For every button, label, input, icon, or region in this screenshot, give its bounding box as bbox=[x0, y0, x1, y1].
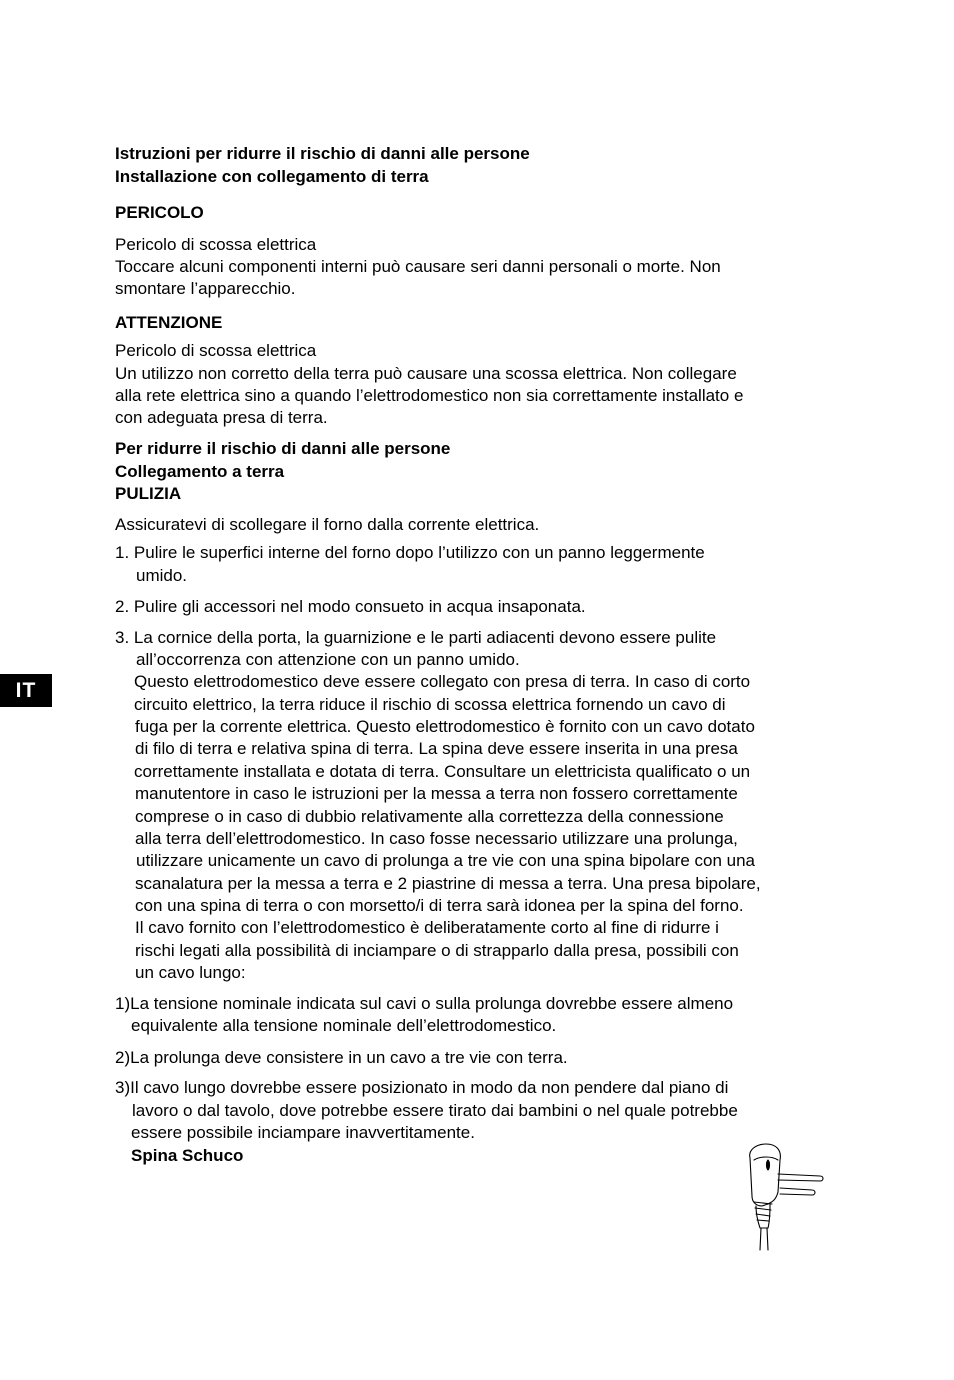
extension-item-2: 2)La prolunga deve consistere in un cavo a tre vie con terra. bbox=[115, 1048, 568, 1067]
attenzione-heading: ATTENZIONE bbox=[115, 313, 223, 332]
grounding-line: alla terra dell’elettrodomestico. In caso fosse necessario utilizzare una prolunga, bbox=[135, 829, 738, 848]
grounding-line: scanalatura per la messa a terra e 2 piastrine di messa a terra. Una presa bipolare, bbox=[135, 874, 761, 893]
grounding-line: di filo di terra e relativa spina di terra. La spina deve essere inserita in una presa bbox=[135, 739, 738, 758]
pulizia-item-1: 1. Pulire le superfici interne del forno dopo l’utilizzo con un panno leggermente bbox=[115, 543, 705, 562]
pericolo-subtitle: Pericolo di scossa elettrica bbox=[115, 235, 317, 254]
grounding-line: correttamente installata e dotata di terra. Consultare un elettricista qualificato o un bbox=[134, 762, 751, 781]
section-heading: Per ridurre il rischio di danni alle persone bbox=[115, 439, 451, 458]
extension-item-1-cont: equivalente alla tensione nominale dell’elettrodomestico. bbox=[131, 1016, 557, 1035]
extension-item-3: 3)Il cavo lungo dovrebbe essere posizionato in modo da non pendere dal piano di bbox=[115, 1078, 729, 1097]
attenzione-text-line: con adeguata presa di terra. bbox=[115, 408, 328, 427]
extension-item-1: 1)La tensione nominale indicata sul cavi o sulla prolunga dovrebbe essere almeno bbox=[115, 994, 734, 1013]
grounding-line: rischi legati alla possibilità di inciampare o di strapparlo dalla presa, possibili con bbox=[135, 941, 739, 960]
schuko-plug-icon bbox=[742, 1140, 832, 1252]
grounding-line: utilizzare unicamente un cavo di prolunga a tre vie con una spina bipolare con una bbox=[136, 851, 756, 870]
pulizia-item-3-cont: all’occorrenza con attenzione con un panno umido. bbox=[136, 650, 520, 669]
attenzione-text-line: alla rete elettrica sino a quando l’elettrodomestico non sia correttamente installato e bbox=[115, 386, 744, 405]
header-line-2: Installazione con collegamento di terra bbox=[115, 167, 429, 186]
plug-caption: Spina Schuco bbox=[131, 1146, 244, 1165]
grounding-line: fuga per la corrente elettrica. Questo elettrodomestico è fornito con un cavo dotato bbox=[135, 717, 755, 736]
grounding-line: comprese o in caso di dubbio relativamente alla correttezza della connessione bbox=[135, 807, 724, 826]
language-tab: IT bbox=[0, 674, 52, 707]
grounding-line: Il cavo fornito con l’elettrodomestico è deliberatamente corto al fine di ridurre i bbox=[135, 918, 719, 937]
pulizia-item-1-cont: umido. bbox=[136, 566, 188, 585]
grounding-line: con una spina di terra o con morsetto/i di terra sarà idonea per la spina del forno. bbox=[135, 896, 744, 915]
pulizia-intro: Assicuratevi di scollegare il forno dalla corrente elettrica. bbox=[115, 515, 540, 534]
grounding-line: un cavo lungo: bbox=[135, 963, 246, 982]
pulizia-item-3: 3. La cornice della porta, la guarnizione e le parti adiacenti devono essere pulite bbox=[115, 628, 717, 647]
header-line-1: Istruzioni per ridurre il rischio di danni alle persone bbox=[115, 144, 530, 163]
pulizia-heading: PULIZIA bbox=[115, 484, 182, 503]
grounding-line: manutentore in caso le istruzioni per la messa a terra non fossero correttamente bbox=[135, 784, 738, 803]
pericolo-text-line: Toccare alcuni componenti interni può causare seri danni personali o morte. Non bbox=[115, 257, 721, 276]
attenzione-subtitle: Pericolo di scossa elettrica bbox=[115, 341, 317, 360]
pericolo-heading: PERICOLO bbox=[115, 203, 204, 222]
section-heading: Collegamento a terra bbox=[115, 462, 285, 481]
attenzione-text-line: Un utilizzo non corretto della terra può causare una scossa elettrica. Non collegare bbox=[115, 364, 737, 383]
grounding-line: circuito elettrico, la terra riduce il rischio di scossa elettrica fornendo un cavo di bbox=[134, 695, 726, 714]
pulizia-item-2: 2. Pulire gli accessori nel modo consueto in acqua insaponata. bbox=[115, 597, 586, 616]
grounding-line: Questo elettrodomestico deve essere collegato con presa di terra. In caso di corto bbox=[134, 672, 751, 691]
extension-item-3-cont: lavoro o dal tavolo, dove potrebbe essere tirato dai bambini o nel quale potrebbe bbox=[132, 1101, 738, 1120]
pericolo-text-line: smontare l’apparecchio. bbox=[115, 279, 296, 298]
extension-item-3-cont: essere possibile inciampare inavvertitamente. bbox=[131, 1123, 475, 1142]
